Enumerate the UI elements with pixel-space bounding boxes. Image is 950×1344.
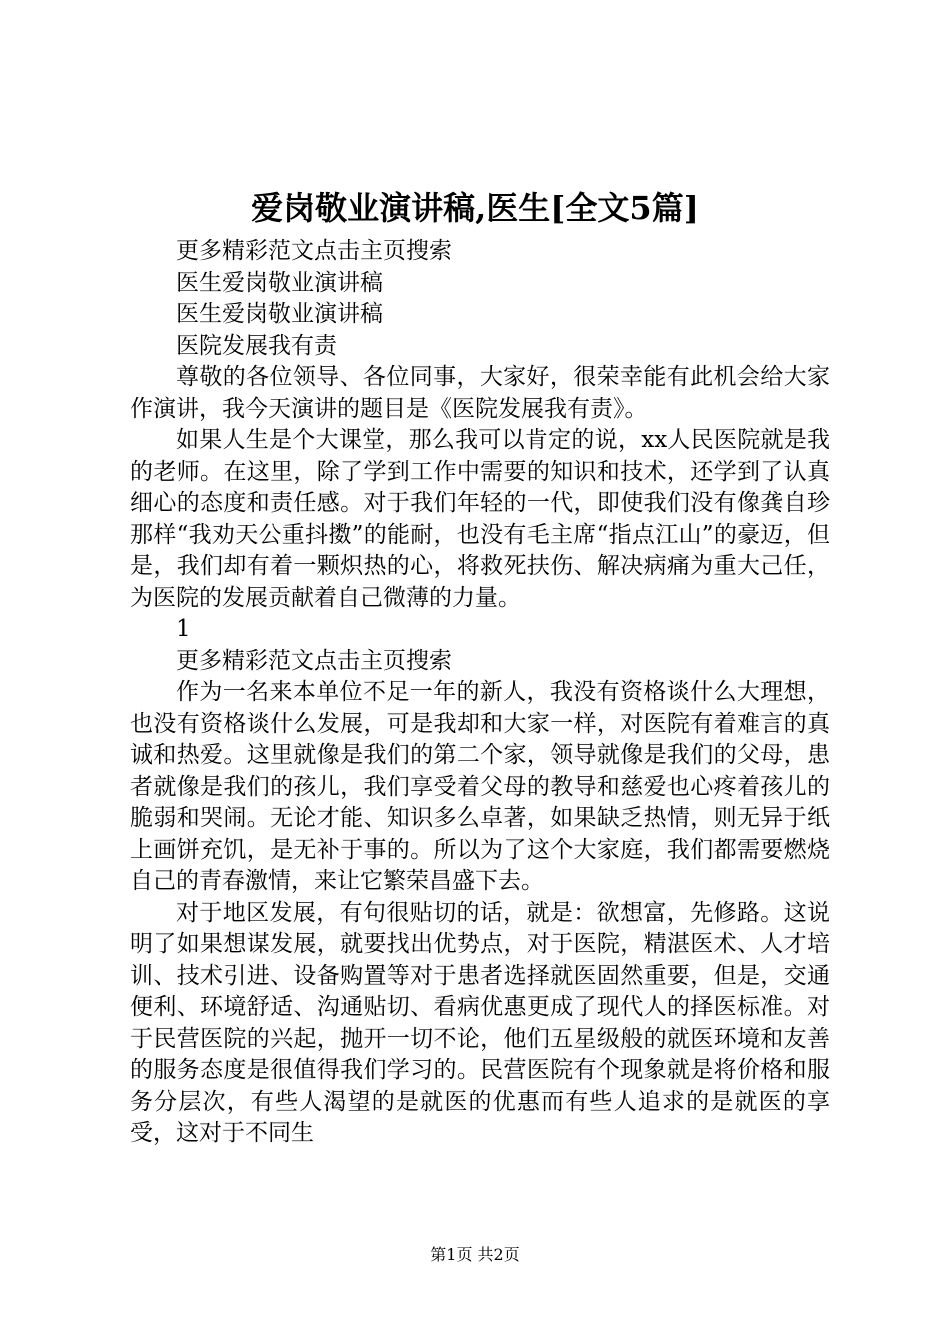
paragraph-body: 尊敬的各位领导、各位同事，大家好，很荣幸能有此机会给大家作演讲，我今天演讲的题目是《医院发展我有责》。 — [130, 364, 830, 422]
page-title: 爱岗敬业演讲稿,医生[全文5篇] — [251, 189, 699, 227]
paragraph-search-hint: 更多精彩范文点击主页搜索 — [176, 647, 452, 674]
paragraph-search-hint: 更多精彩范文点击主页搜索 — [176, 238, 452, 264]
paragraph-subheading: 医院发展我有责 — [176, 332, 337, 359]
paragraph-heading: 医生爱岗敬业演讲稿 — [176, 301, 383, 327]
paragraph-body: 作为一名来本单位不足一年的新人，我没有资格谈什么大理想，也没有资格谈什么发展，可是我却和大家一样，对医院有着难言的真诚和热爱。这里就像是我们的第二个家，领导就像是我们的父母，患者就像是我们的孩儿，我们享受着父母的教导和慈爱也心疼着孩儿的脆弱和哭闹。无论才能、知识多么卓著，如果缺乏热情，则无异于纸上画饼充饥，是无补于事的。所以为了这个大家庭，我们都需要燃烧自己的青春激情，来让它繁荣昌盛下去。 — [130, 679, 830, 894]
paragraph-body: 如果人生是个大课堂，那么我可以肯定的说，xx人民医院就是我的老师。在这里，除了学到工作中需要的知识和技术，还学到了认真细心的态度和责任感。对于我们年轻的一代，即使我们没有像龚自珍那样“我劝天公重抖擞”的能耐，也没有毛主席“指点江山”的豪迈，但是，我们却有着一颗炽热的心，将救死扶伤、解决病痛为重大己任，为医院的发展贡献着自己微薄的力量。 — [130, 427, 830, 611]
paragraph-heading: 医生爱岗敬业演讲稿 — [176, 269, 383, 296]
document-body — [130, 236, 830, 1150]
page-footer: 第1页 共2页 — [430, 1245, 520, 1264]
paragraph-number: 1 — [176, 616, 191, 642]
paragraph-body: 对于地区发展，有句很贴切的话，就是：欲想富，先修路。这说明了如果想谋发展，就要找出优势点，对于医院，精湛医术、人才培训、技术引进、设备购置等对于患者选择就医固然重要，但是，交通便利、环境舒适、沟通贴切、看病优惠更成了现代人的择医标准。对于民营医院的兴起，抛开一切不论，他们五星级般的就医环境和友善的服务态度是很值得我们学习的。民营医院有个现象就是将价格和服务分层次，有些人渴望的是就医的优惠而有些人追求的是就医的享受，这对于不同生 — [130, 899, 830, 1146]
